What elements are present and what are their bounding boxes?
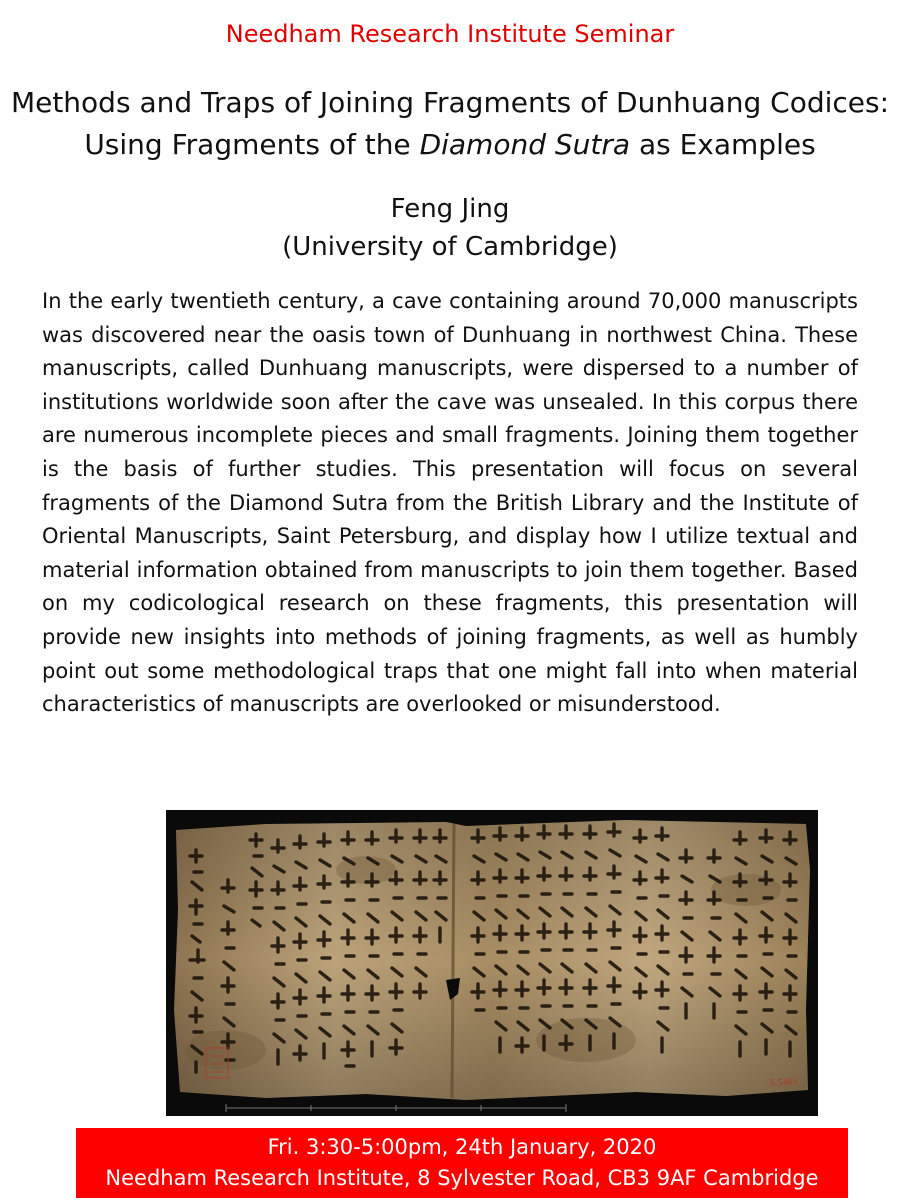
event-datetime: Fri. 3:30-5:00pm, 24th January, 2020 bbox=[267, 1135, 657, 1159]
title-line-1: Methods and Traps of Joining Fragments of Dunhuang Codices: bbox=[10, 86, 890, 119]
manuscript-image bbox=[166, 810, 818, 1116]
talk-title bbox=[0, 82, 900, 166]
event-venue: Needham Research Institute, 8 Sylvester Road, CB3 9AF Cambridge bbox=[105, 1166, 819, 1190]
speaker-name: Feng Jing bbox=[390, 194, 510, 224]
title-line-2 bbox=[0, 124, 900, 166]
title-italic-diamond-sutra: Diamond Sutra bbox=[419, 128, 631, 161]
shelfmark-label: S.5465 bbox=[769, 1076, 798, 1089]
title-line-2-pre: Using Fragments of the bbox=[84, 128, 420, 161]
abstract-text: In the early twentieth century, a cave containing around 70,000 manuscripts was discovered near the oasis town of Dunhuang in northwest China. These manuscripts, called Dunhuang manuscripts, were dispersed to a number of institutions worldwide soon after the cave was unsealed. In this corpus there are numerous incomplete pieces and small fragments. Joining them together is the basis of further studies. This presentation will focus on several fragments of the Diamond Sutra from the British Library and the Institute of Oriental Manuscripts, Saint Petersburg, and display how I utilize textual and material information obtained from manuscripts to join them together. Based on my codicological research on these fragments, this presentation will provide new insights into methods of joining fragments, as well as humbly point out some methodological traps that one might fall into when material characteristics of manuscripts are overlooked or misunderstood. bbox=[42, 289, 858, 717]
event-details-banner bbox=[76, 1128, 848, 1198]
seminar-header: Needham Research Institute Seminar bbox=[225, 20, 675, 48]
speaker-affiliation: (University of Cambridge) bbox=[282, 232, 618, 262]
manuscript-photo bbox=[166, 810, 818, 1116]
speaker-block bbox=[0, 190, 900, 266]
title-line-2-post: as Examples bbox=[630, 128, 816, 161]
codex-fold bbox=[452, 824, 454, 1098]
